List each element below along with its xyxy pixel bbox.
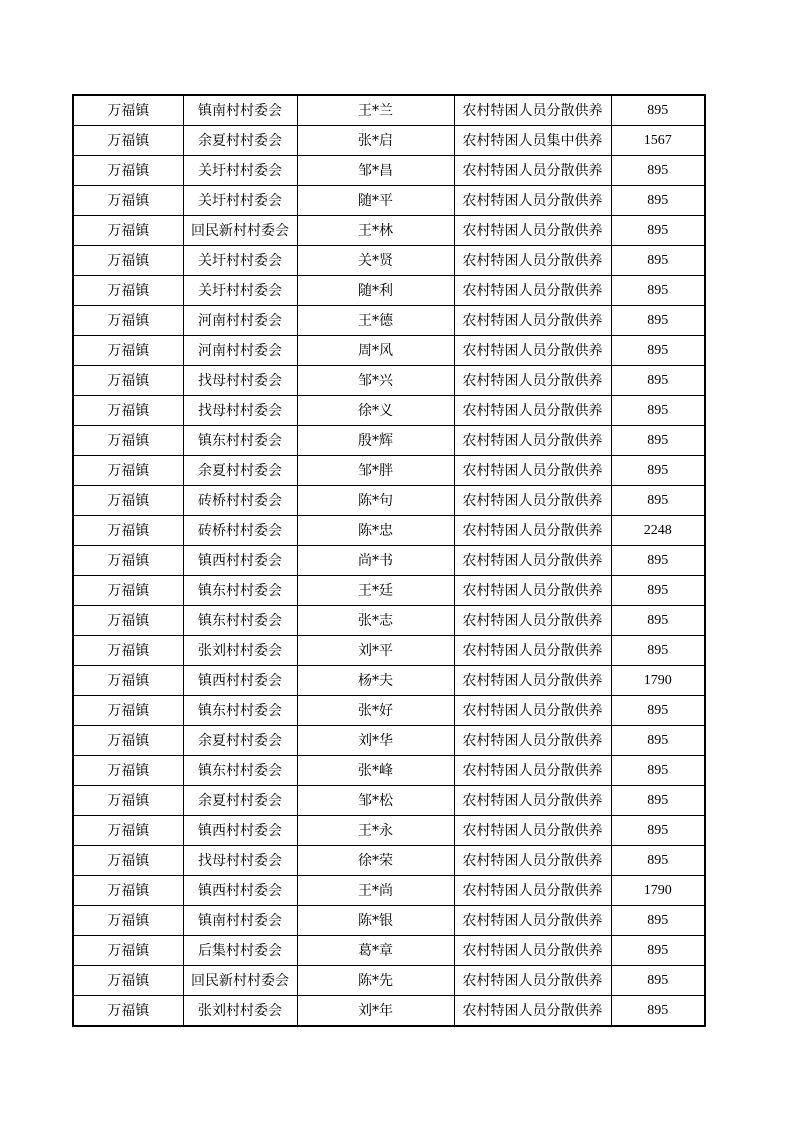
amount-cell: 895 bbox=[611, 576, 705, 606]
village-committee-cell: 余夏村村委会 bbox=[183, 126, 297, 156]
town-cell: 万福镇 bbox=[73, 186, 183, 216]
person-name-cell: 邹*松 bbox=[297, 786, 454, 816]
village-committee-cell: 找母村村委会 bbox=[183, 366, 297, 396]
table-row bbox=[73, 816, 705, 846]
table-row bbox=[73, 246, 705, 276]
village-committee-cell: 关圩村村委会 bbox=[183, 156, 297, 186]
town-cell: 万福镇 bbox=[73, 996, 183, 1027]
amount-cell: 895 bbox=[611, 606, 705, 636]
person-name-cell: 王*兰 bbox=[297, 95, 454, 126]
person-name-cell: 尚*书 bbox=[297, 546, 454, 576]
table-row bbox=[73, 606, 705, 636]
benefit-table bbox=[72, 94, 706, 1027]
person-name-cell: 王*德 bbox=[297, 306, 454, 336]
village-committee-cell: 关圩村村委会 bbox=[183, 246, 297, 276]
town-cell: 万福镇 bbox=[73, 966, 183, 996]
town-cell: 万福镇 bbox=[73, 126, 183, 156]
town-cell: 万福镇 bbox=[73, 396, 183, 426]
table-row bbox=[73, 456, 705, 486]
amount-cell: 895 bbox=[611, 426, 705, 456]
amount-cell: 1790 bbox=[611, 876, 705, 906]
support-type-cell: 农村特困人员分散供养 bbox=[454, 276, 611, 306]
support-type-cell: 农村特困人员分散供养 bbox=[454, 846, 611, 876]
village-committee-cell: 余夏村村委会 bbox=[183, 456, 297, 486]
support-type-cell: 农村特困人员分散供养 bbox=[454, 366, 611, 396]
town-cell: 万福镇 bbox=[73, 606, 183, 636]
village-committee-cell: 镇东村村委会 bbox=[183, 426, 297, 456]
table-row bbox=[73, 696, 705, 726]
support-type-cell: 农村特困人员分散供养 bbox=[454, 786, 611, 816]
support-type-cell: 农村特困人员分散供养 bbox=[454, 546, 611, 576]
town-cell: 万福镇 bbox=[73, 666, 183, 696]
person-name-cell: 刘*华 bbox=[297, 726, 454, 756]
table-row bbox=[73, 876, 705, 906]
table-row bbox=[73, 366, 705, 396]
support-type-cell: 农村特困人员分散供养 bbox=[454, 576, 611, 606]
village-committee-cell: 镇南村村委会 bbox=[183, 906, 297, 936]
village-committee-cell: 镇西村村委会 bbox=[183, 666, 297, 696]
table-row bbox=[73, 996, 705, 1027]
village-committee-cell: 找母村村委会 bbox=[183, 846, 297, 876]
village-committee-cell: 余夏村村委会 bbox=[183, 786, 297, 816]
town-cell: 万福镇 bbox=[73, 156, 183, 186]
amount-cell: 895 bbox=[611, 726, 705, 756]
support-type-cell: 农村特困人员分散供养 bbox=[454, 516, 611, 546]
person-name-cell: 关*贤 bbox=[297, 246, 454, 276]
amount-cell: 895 bbox=[611, 846, 705, 876]
support-type-cell: 农村特困人员分散供养 bbox=[454, 216, 611, 246]
support-type-cell: 农村特困人员分散供养 bbox=[454, 396, 611, 426]
support-type-cell: 农村特困人员分散供养 bbox=[454, 456, 611, 486]
town-cell: 万福镇 bbox=[73, 906, 183, 936]
amount-cell: 895 bbox=[611, 276, 705, 306]
amount-cell: 895 bbox=[611, 696, 705, 726]
person-name-cell: 王*林 bbox=[297, 216, 454, 246]
person-name-cell: 王*永 bbox=[297, 816, 454, 846]
amount-cell: 2248 bbox=[611, 516, 705, 546]
village-committee-cell: 后集村村委会 bbox=[183, 936, 297, 966]
person-name-cell: 陈*先 bbox=[297, 966, 454, 996]
village-committee-cell: 张刘村村委会 bbox=[183, 996, 297, 1027]
town-cell: 万福镇 bbox=[73, 696, 183, 726]
town-cell: 万福镇 bbox=[73, 426, 183, 456]
person-name-cell: 刘*平 bbox=[297, 636, 454, 666]
amount-cell: 895 bbox=[611, 186, 705, 216]
table-row bbox=[73, 756, 705, 786]
amount-cell: 1567 bbox=[611, 126, 705, 156]
amount-cell: 895 bbox=[611, 756, 705, 786]
village-committee-cell: 镇南村村委会 bbox=[183, 95, 297, 126]
person-name-cell: 随*平 bbox=[297, 186, 454, 216]
table-row bbox=[73, 966, 705, 996]
support-type-cell: 农村特困人员分散供养 bbox=[454, 936, 611, 966]
person-name-cell: 徐*义 bbox=[297, 396, 454, 426]
table-row bbox=[73, 396, 705, 426]
table-row bbox=[73, 216, 705, 246]
village-committee-cell: 砖桥村村委会 bbox=[183, 486, 297, 516]
village-committee-cell: 张刘村村委会 bbox=[183, 636, 297, 666]
amount-cell: 895 bbox=[611, 95, 705, 126]
amount-cell: 895 bbox=[611, 456, 705, 486]
village-committee-cell: 回民新村村委会 bbox=[183, 216, 297, 246]
person-name-cell: 张*启 bbox=[297, 126, 454, 156]
village-committee-cell: 河南村村委会 bbox=[183, 306, 297, 336]
town-cell: 万福镇 bbox=[73, 756, 183, 786]
town-cell: 万福镇 bbox=[73, 576, 183, 606]
amount-cell: 895 bbox=[611, 906, 705, 936]
support-type-cell: 农村特困人员分散供养 bbox=[454, 186, 611, 216]
town-cell: 万福镇 bbox=[73, 306, 183, 336]
support-type-cell: 农村特困人员分散供养 bbox=[454, 636, 611, 666]
support-type-cell: 农村特困人员集中供养 bbox=[454, 126, 611, 156]
town-cell: 万福镇 bbox=[73, 786, 183, 816]
table-row bbox=[73, 906, 705, 936]
amount-cell: 895 bbox=[611, 786, 705, 816]
table-row bbox=[73, 576, 705, 606]
village-committee-cell: 镇东村村委会 bbox=[183, 696, 297, 726]
person-name-cell: 陈*银 bbox=[297, 906, 454, 936]
table-row bbox=[73, 846, 705, 876]
town-cell: 万福镇 bbox=[73, 936, 183, 966]
village-committee-cell: 镇西村村委会 bbox=[183, 546, 297, 576]
amount-cell: 895 bbox=[611, 306, 705, 336]
amount-cell: 895 bbox=[611, 816, 705, 846]
support-type-cell: 农村特困人员分散供养 bbox=[454, 95, 611, 126]
village-committee-cell: 镇西村村委会 bbox=[183, 816, 297, 846]
support-type-cell: 农村特困人员分散供养 bbox=[454, 156, 611, 186]
town-cell: 万福镇 bbox=[73, 546, 183, 576]
person-name-cell: 周*风 bbox=[297, 336, 454, 366]
table-row bbox=[73, 336, 705, 366]
table-row bbox=[73, 95, 705, 126]
table-row bbox=[73, 666, 705, 696]
support-type-cell: 农村特困人员分散供养 bbox=[454, 606, 611, 636]
village-committee-cell: 关圩村村委会 bbox=[183, 186, 297, 216]
village-committee-cell: 找母村村委会 bbox=[183, 396, 297, 426]
table-row bbox=[73, 276, 705, 306]
table-row bbox=[73, 936, 705, 966]
support-type-cell: 农村特困人员分散供养 bbox=[454, 996, 611, 1027]
village-committee-cell: 镇东村村委会 bbox=[183, 576, 297, 606]
town-cell: 万福镇 bbox=[73, 276, 183, 306]
amount-cell: 895 bbox=[611, 486, 705, 516]
support-type-cell: 农村特困人员分散供养 bbox=[454, 486, 611, 516]
support-type-cell: 农村特困人员分散供养 bbox=[454, 906, 611, 936]
town-cell: 万福镇 bbox=[73, 516, 183, 546]
support-type-cell: 农村特困人员分散供养 bbox=[454, 246, 611, 276]
person-name-cell: 王*尚 bbox=[297, 876, 454, 906]
town-cell: 万福镇 bbox=[73, 216, 183, 246]
amount-cell: 895 bbox=[611, 156, 705, 186]
town-cell: 万福镇 bbox=[73, 336, 183, 366]
amount-cell: 895 bbox=[611, 546, 705, 576]
support-type-cell: 农村特困人员分散供养 bbox=[454, 336, 611, 366]
amount-cell: 895 bbox=[611, 246, 705, 276]
table-row bbox=[73, 636, 705, 666]
amount-cell: 895 bbox=[611, 396, 705, 426]
table-row bbox=[73, 126, 705, 156]
village-committee-cell: 镇东村村委会 bbox=[183, 756, 297, 786]
support-type-cell: 农村特困人员分散供养 bbox=[454, 306, 611, 336]
person-name-cell: 邹*兴 bbox=[297, 366, 454, 396]
person-name-cell: 陈*忠 bbox=[297, 516, 454, 546]
table-row bbox=[73, 516, 705, 546]
town-cell: 万福镇 bbox=[73, 726, 183, 756]
table-row bbox=[73, 306, 705, 336]
table-row bbox=[73, 426, 705, 456]
table-row bbox=[73, 486, 705, 516]
amount-cell: 895 bbox=[611, 636, 705, 666]
village-committee-cell: 关圩村村委会 bbox=[183, 276, 297, 306]
person-name-cell: 徐*荣 bbox=[297, 846, 454, 876]
village-committee-cell: 余夏村村委会 bbox=[183, 726, 297, 756]
town-cell: 万福镇 bbox=[73, 636, 183, 666]
support-type-cell: 农村特困人员分散供养 bbox=[454, 666, 611, 696]
amount-cell: 895 bbox=[611, 996, 705, 1027]
person-name-cell: 王*廷 bbox=[297, 576, 454, 606]
table-body bbox=[73, 95, 705, 1026]
support-type-cell: 农村特困人员分散供养 bbox=[454, 876, 611, 906]
person-name-cell: 杨*夫 bbox=[297, 666, 454, 696]
town-cell: 万福镇 bbox=[73, 95, 183, 126]
amount-cell: 1790 bbox=[611, 666, 705, 696]
person-name-cell: 张*好 bbox=[297, 696, 454, 726]
town-cell: 万福镇 bbox=[73, 816, 183, 846]
town-cell: 万福镇 bbox=[73, 246, 183, 276]
town-cell: 万福镇 bbox=[73, 846, 183, 876]
amount-cell: 895 bbox=[611, 936, 705, 966]
village-committee-cell: 河南村村委会 bbox=[183, 336, 297, 366]
support-type-cell: 农村特困人员分散供养 bbox=[454, 426, 611, 456]
person-name-cell: 邹*昌 bbox=[297, 156, 454, 186]
village-committee-cell: 回民新村村委会 bbox=[183, 966, 297, 996]
support-type-cell: 农村特困人员分散供养 bbox=[454, 816, 611, 846]
town-cell: 万福镇 bbox=[73, 876, 183, 906]
village-committee-cell: 镇东村村委会 bbox=[183, 606, 297, 636]
table-row bbox=[73, 726, 705, 756]
person-name-cell: 刘*年 bbox=[297, 996, 454, 1027]
person-name-cell: 邹*胖 bbox=[297, 456, 454, 486]
support-type-cell: 农村特困人员分散供养 bbox=[454, 756, 611, 786]
amount-cell: 895 bbox=[611, 336, 705, 366]
person-name-cell: 陈*句 bbox=[297, 486, 454, 516]
person-name-cell: 葛*章 bbox=[297, 936, 454, 966]
person-name-cell: 张*志 bbox=[297, 606, 454, 636]
person-name-cell: 张*峰 bbox=[297, 756, 454, 786]
amount-cell: 895 bbox=[611, 216, 705, 246]
table-row bbox=[73, 546, 705, 576]
person-name-cell: 殷*辉 bbox=[297, 426, 454, 456]
table-row bbox=[73, 186, 705, 216]
town-cell: 万福镇 bbox=[73, 456, 183, 486]
support-type-cell: 农村特困人员分散供养 bbox=[454, 966, 611, 996]
support-type-cell: 农村特困人员分散供养 bbox=[454, 696, 611, 726]
table-row bbox=[73, 156, 705, 186]
amount-cell: 895 bbox=[611, 966, 705, 996]
town-cell: 万福镇 bbox=[73, 486, 183, 516]
amount-cell: 895 bbox=[611, 366, 705, 396]
town-cell: 万福镇 bbox=[73, 366, 183, 396]
person-name-cell: 随*利 bbox=[297, 276, 454, 306]
support-type-cell: 农村特困人员分散供养 bbox=[454, 726, 611, 756]
table-row bbox=[73, 786, 705, 816]
village-committee-cell: 镇西村村委会 bbox=[183, 876, 297, 906]
village-committee-cell: 砖桥村村委会 bbox=[183, 516, 297, 546]
